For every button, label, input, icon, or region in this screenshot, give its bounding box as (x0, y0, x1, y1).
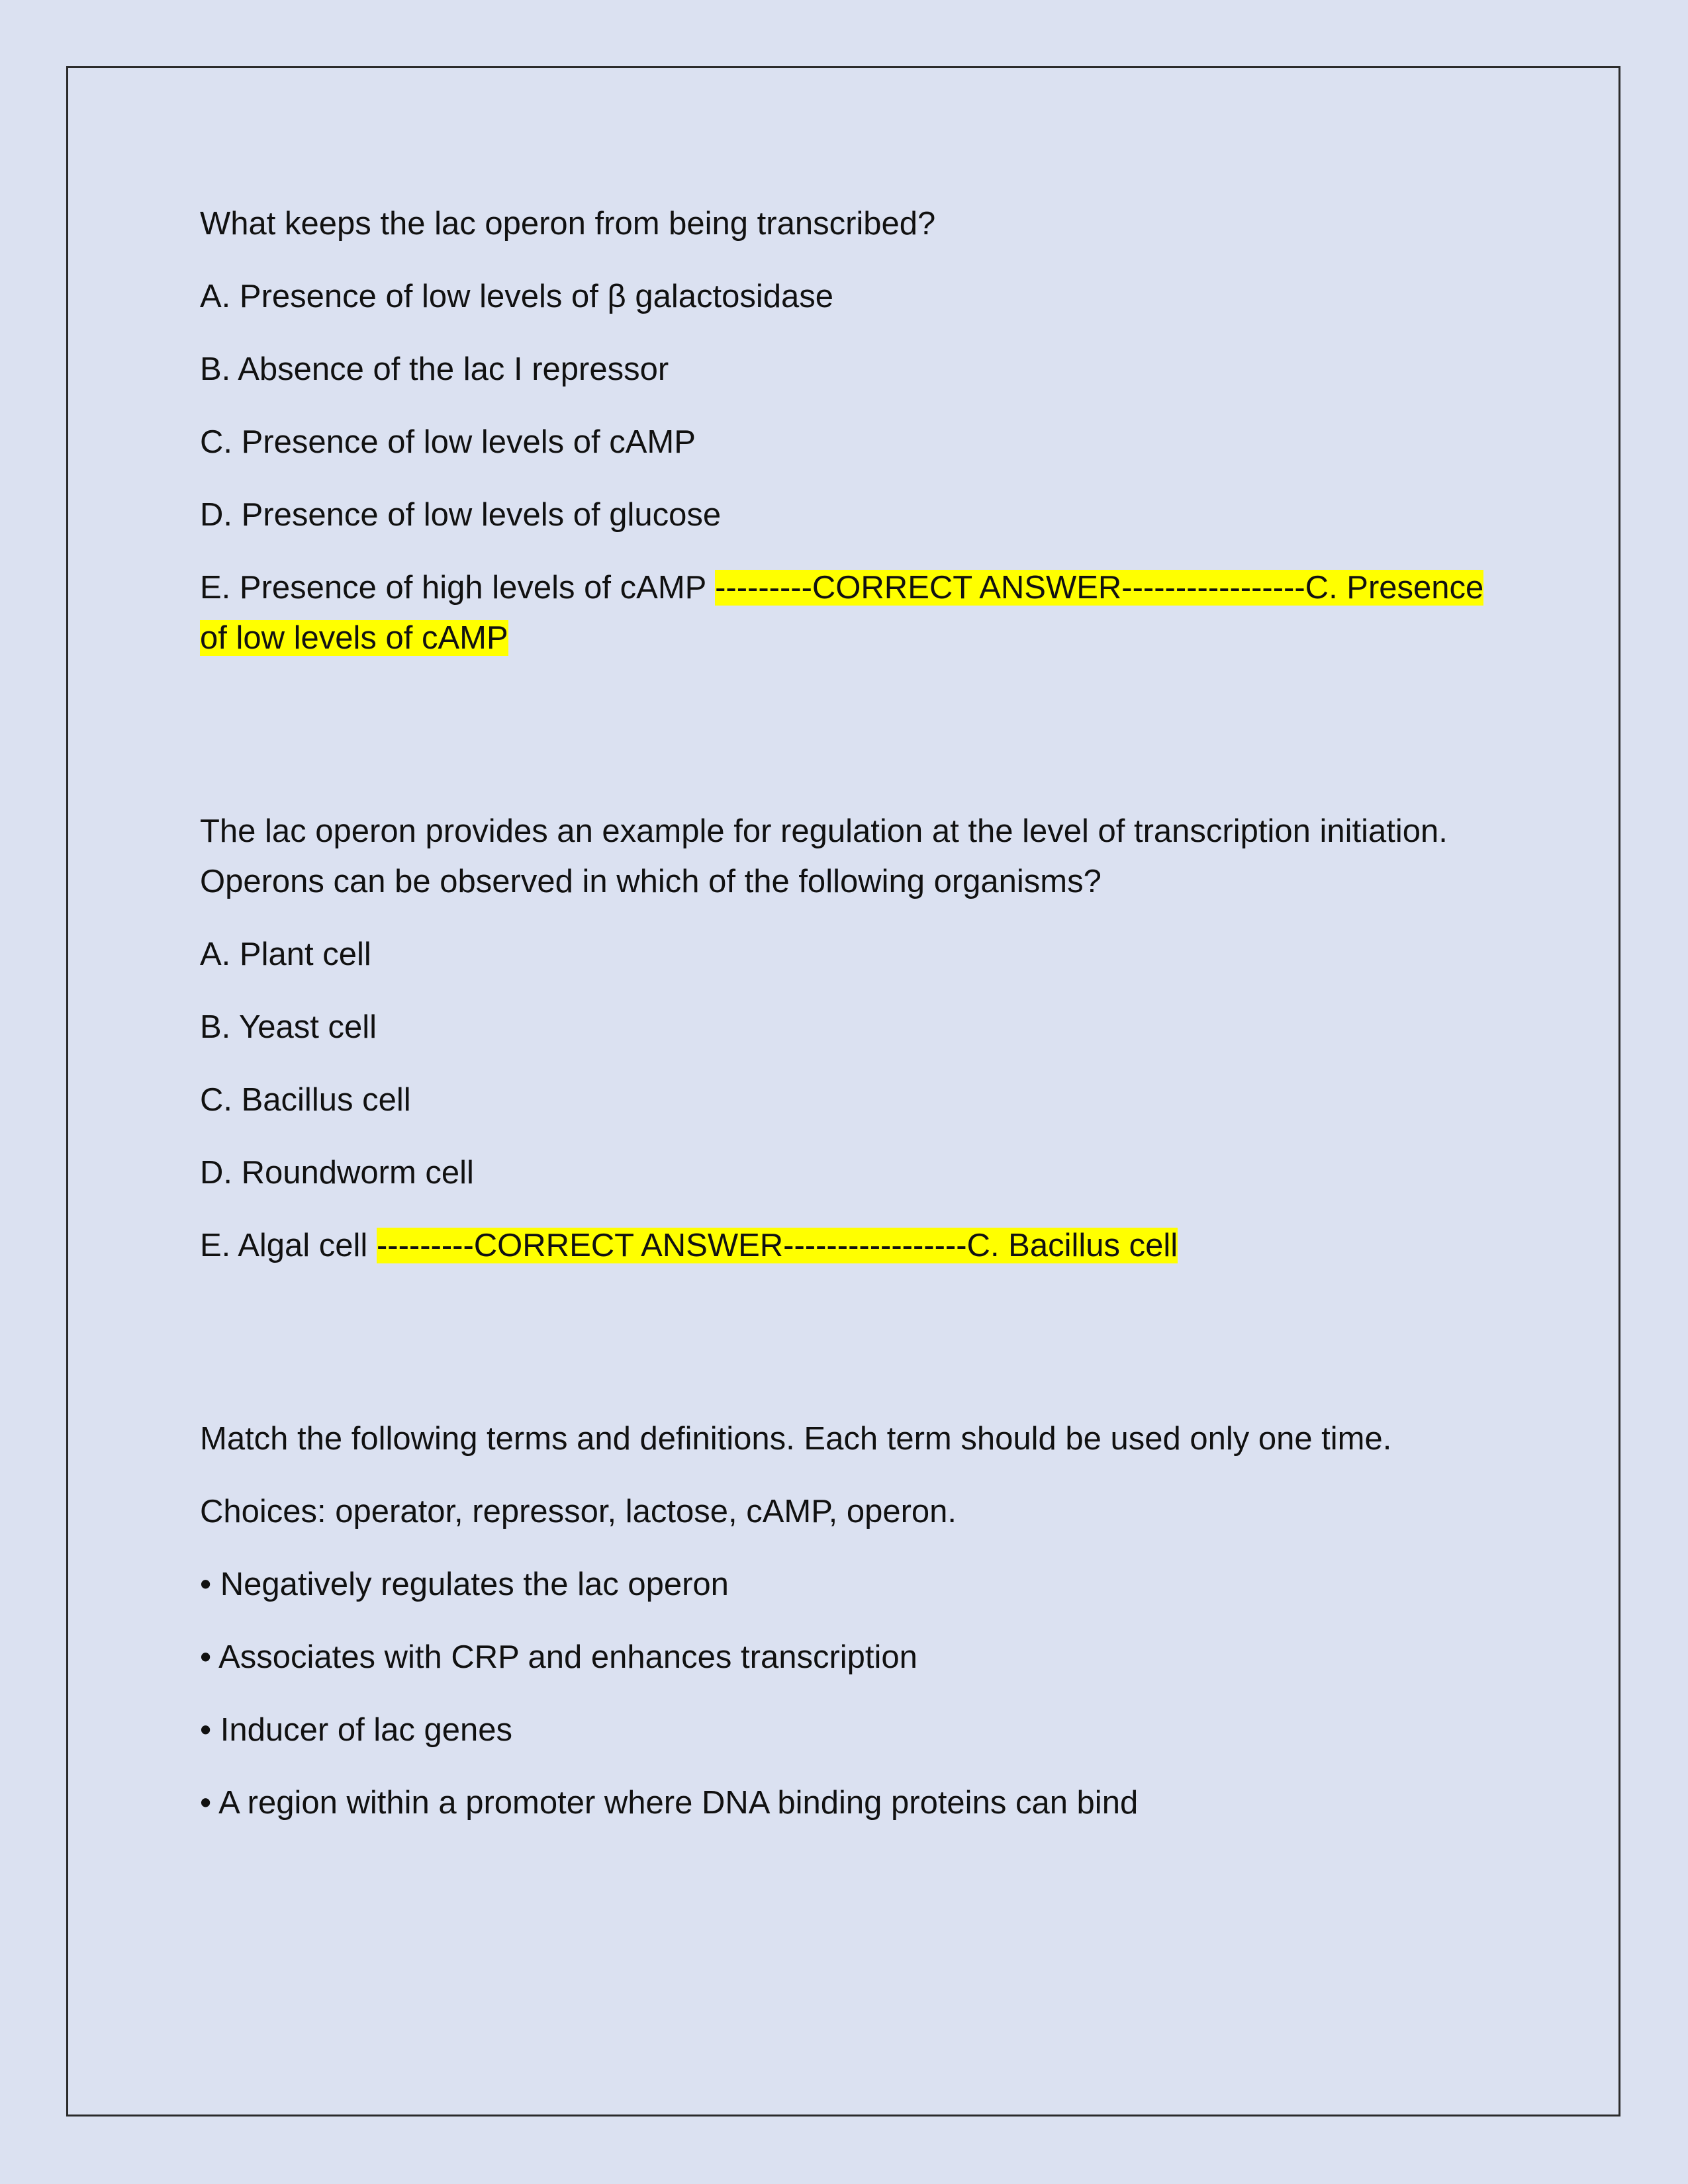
question-2-option-d: D. Roundworm cell (200, 1155, 474, 1191)
question-1-option-d: D. Presence of low levels of glucose (200, 497, 722, 533)
question-3-item-3: • Inducer of lac genes (200, 1712, 513, 1748)
question-3-item-1: • Negatively regulates the lac operon (200, 1567, 729, 1602)
question-3-item-4: • A region within a promoter where DNA binding proteins can bind (200, 1785, 1139, 1821)
question-1-option-e: E. Presence of high levels of cAMP (200, 570, 706, 606)
question-2-option-e-line (200, 1220, 1511, 1271)
question-2-option-e: E. Algal cell (200, 1228, 368, 1263)
question-1-prompt: What keeps the lac operon from being transcribed? (200, 206, 936, 242)
question-2-prompt: The lac operon provides an example for regulation at the level of transcription initiation. Operons can be observed in which of the following organisms? (200, 813, 1448, 899)
question-1-option-b: B. Absence of the lac I repressor (200, 351, 669, 387)
question-3-prompt: Match the following terms and definitions. Each term should be used only one time. (200, 1421, 1392, 1457)
question-1-correct-answer: ---------CORRECT ANSWER-----------------C. Presence of low levels of cAMP (200, 570, 1484, 656)
document-content (200, 199, 1511, 1828)
question-2-correct-answer: ---------CORRECT ANSWER-----------------C. Bacillus cell (376, 1228, 1178, 1263)
question-2-option-a: A. Plant cell (200, 936, 371, 972)
question-1-option-a: A. Presence of low levels of β galactosidase (200, 279, 833, 314)
question-3-choices: Choices: operator, repressor, lactose, cAMP, operon. (200, 1494, 957, 1529)
question-3-item-2: • Associates with CRP and enhances transcription (200, 1639, 917, 1675)
question-1-option-c: C. Presence of low levels of cAMP (200, 424, 696, 460)
question-2-option-c: C. Bacillus cell (200, 1082, 411, 1118)
question-2-option-b: B. Yeast cell (200, 1009, 377, 1045)
question-1-option-e-line (200, 563, 1511, 663)
